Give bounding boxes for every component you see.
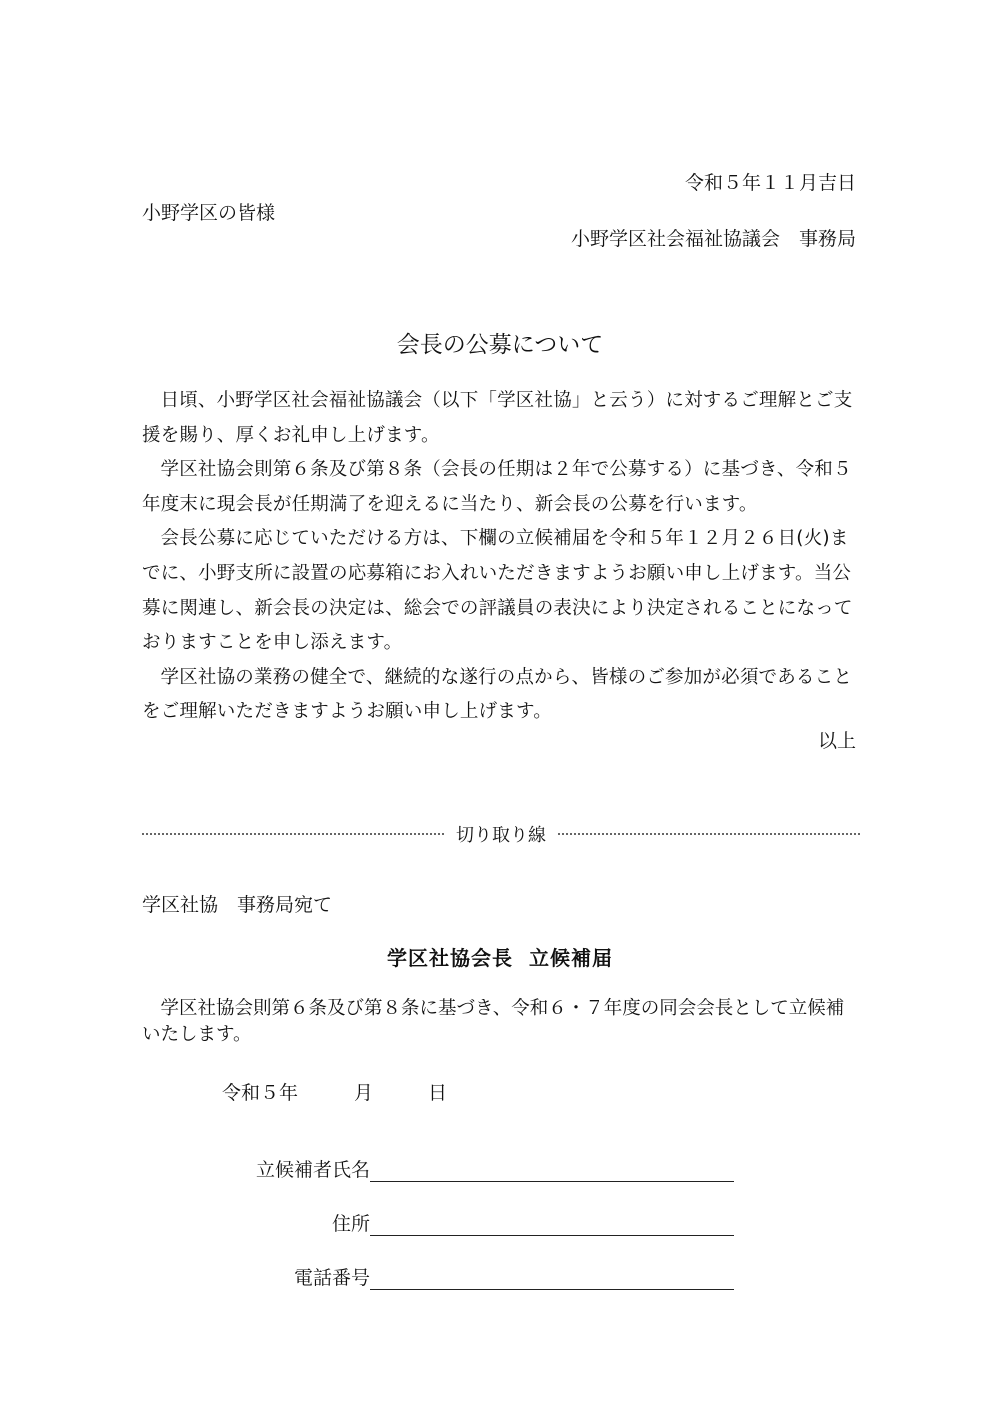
- form-title: [0, 942, 1000, 971]
- phone-label: 電話番号: [293, 1267, 370, 1289]
- form-body: [142, 996, 862, 1048]
- issue-date: 令和５年１１月吉日: [684, 172, 856, 194]
- sender: 小野学区社会福祉協議会 事務局: [570, 228, 856, 250]
- cut-line: [142, 820, 860, 848]
- cut-line-dash-right: [558, 833, 860, 835]
- form-date-day: 日: [428, 1082, 448, 1104]
- phone-row: [142, 1262, 742, 1292]
- candidate-name-row: [142, 1154, 742, 1184]
- form-date: [222, 1078, 447, 1105]
- address-field[interactable]: [370, 1235, 734, 1236]
- form-statement: 学区社協会則第６条及び第８条に基づき、令和６・７年度の同会会長として立候補いたします。: [142, 998, 845, 1045]
- candidate-name-label: 立候補者氏名: [255, 1159, 370, 1181]
- addressee: 小野学区の皆様: [142, 202, 276, 224]
- form-title-part1: 学区社協会長: [387, 946, 513, 970]
- phone-field[interactable]: [370, 1289, 734, 1290]
- form-recipient: 学区社協 事務局宛て: [142, 894, 333, 916]
- notice-body: [142, 384, 862, 730]
- cut-line-dash-left: [142, 833, 444, 835]
- closing-remark: 以上: [817, 730, 856, 752]
- notice-title: 会長の公募について: [396, 332, 604, 358]
- notice-paragraph: 会長公募に応じていただける方は、下欄の立候補届を令和５年１２月２６日(火)までに、小野支所に設置の応募箱にお入れいただきますようお願い申し上げます。当公募に関連し、新会長の決定は、総会での評議員の表決により決定されることになっておりますことを申し添えます。: [142, 528, 853, 654]
- address-row: [142, 1208, 742, 1238]
- notice-paragraph: 学区社協会則第６条及び第８条（会長の任期は２年で公募する）に基づき、令和５年度末に現会長が任期満了を迎えるに当たり、新会長の公募を行います。: [142, 459, 852, 515]
- cut-line-label: 切り取り線: [456, 825, 546, 846]
- form-title-part2: 立候補届: [529, 946, 613, 970]
- form-date-month: 月: [354, 1082, 374, 1104]
- notice-paragraph: 日頃、小野学区社会福祉協議会（以下「学区社協」と云う）に対するご理解とご支援を賜り、厚くお礼申し上げます。: [142, 390, 853, 446]
- form-date-era: 令和５年: [222, 1082, 299, 1104]
- address-label: 住所: [331, 1213, 370, 1235]
- candidate-name-field[interactable]: [370, 1181, 734, 1182]
- notice-paragraph: 学区社協の業務の健全で、継続的な遂行の点から、皆様のご参加が必須であることをご理解いただきますようお願い申し上げます。: [142, 666, 853, 723]
